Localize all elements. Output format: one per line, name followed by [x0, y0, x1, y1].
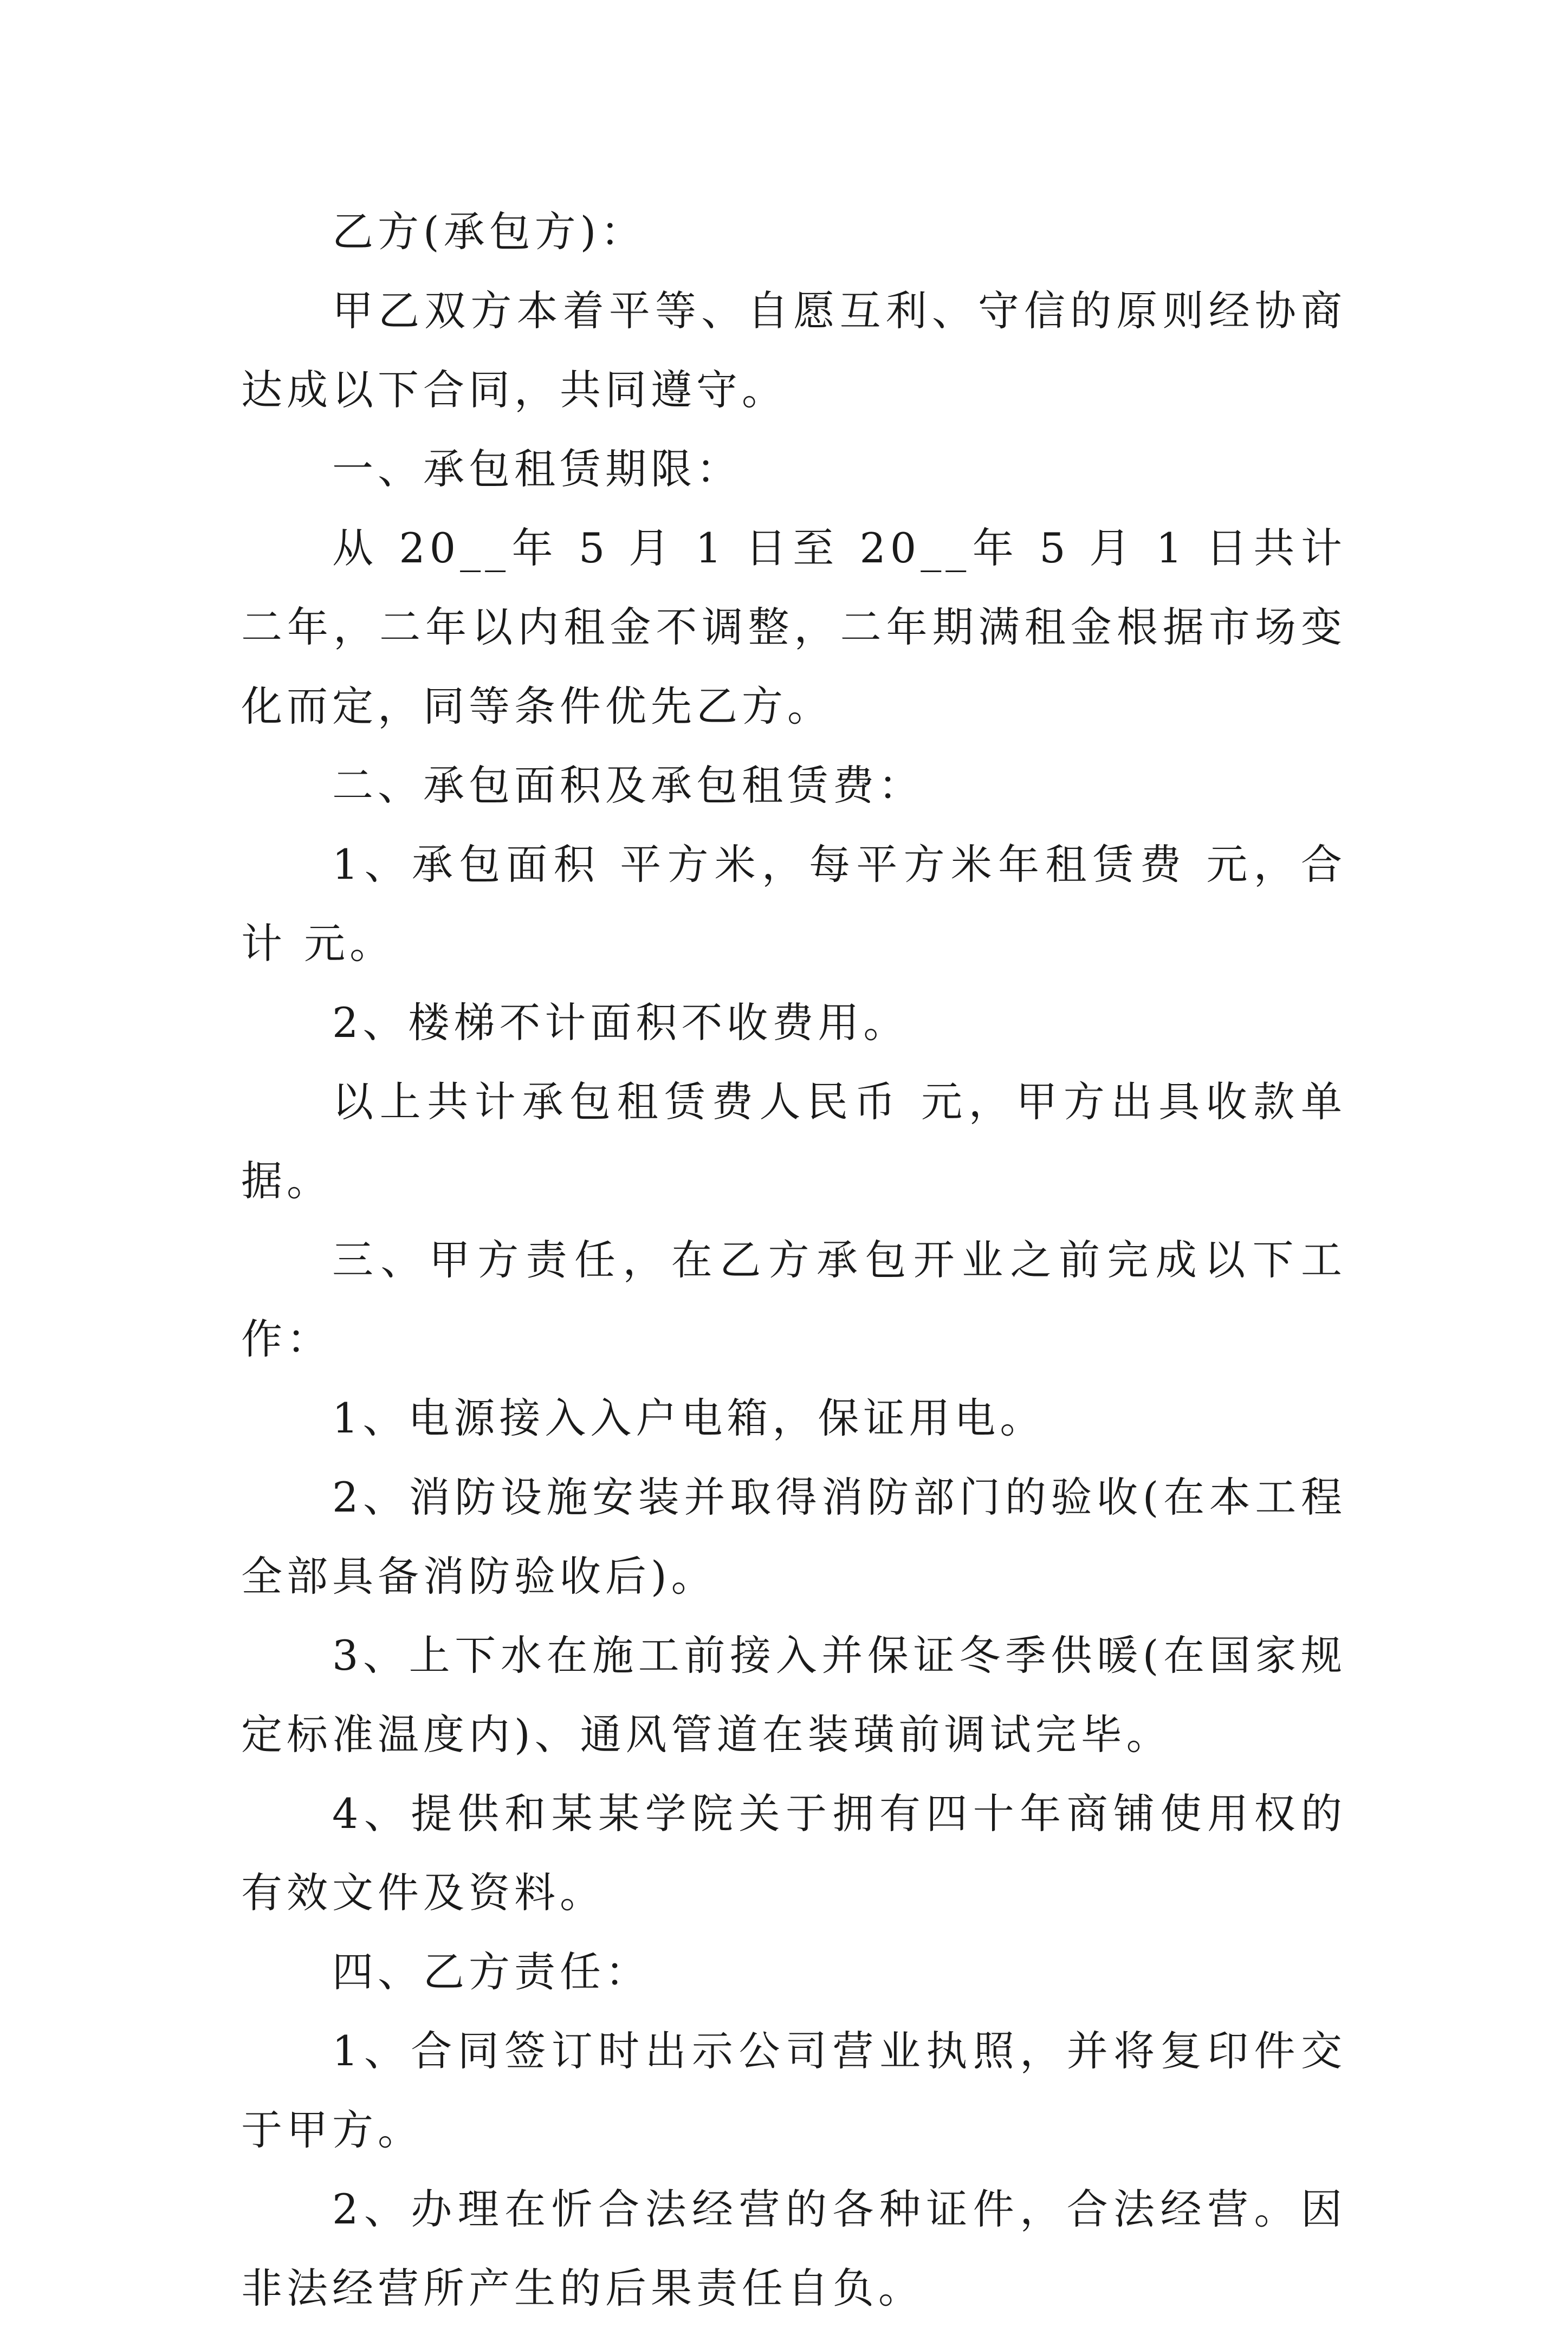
section-heading-term: 一、承包租赁期限：	[332, 445, 742, 493]
paragraph-water: 3、上下水在施工前接入并保证冬季供暖(在国家规定标准温度内)、通风管道在装璜前调试完毕。	[241, 1631, 1346, 1759]
paragraph-stairs: 2、楼梯不计面积不收费用。	[332, 998, 909, 1047]
contract-body	[241, 192, 1346, 2328]
section-heading-party-a-duties: 三、甲方责任，在乙方承包开业之前完成以下工作：	[241, 1236, 1346, 1363]
paragraph-total-fee: 以上共计承包租赁费人民币 元，甲方出具收款单据。	[241, 1078, 1346, 1205]
paragraph-license: 1、合同签订时出示公司营业执照，并将复印件交于甲方。	[241, 2027, 1346, 2154]
paragraph-term: 从 20__年 5 月 1 日至 20__年 5 月 1 日共计二年，二年以内租金不调整，二年期满租金根据市场变化而定，同等条件优先乙方。	[241, 524, 1346, 730]
paragraph-legal-operation: 2、办理在忻合法经营的各种证件，合法经营。因非法经营所产生的后果责任自负。	[241, 2185, 1346, 2312]
paragraph-fire: 2、消防设施安装并取得消防部门的验收(在本工程全部具备消防验收后)。	[241, 1473, 1346, 1600]
section-heading-party-b-duties: 四、乙方责任：	[332, 1948, 651, 1996]
paragraph-power: 1、电源接入入户电箱，保证用电。	[332, 1394, 1046, 1442]
section-heading-area-fee: 二、承包面积及承包租赁费：	[332, 761, 924, 809]
paragraph-documents: 4、提供和某某学院关于拥有四十年商铺使用权的有效文件及资料。	[241, 1789, 1346, 1917]
paragraph-area: 1、承包面积 平方米，每平方米年租赁费 元，合计 元。	[241, 840, 1346, 968]
paragraph-party-b: 乙方(承包方)：	[332, 207, 646, 256]
paragraph-preamble: 甲乙双方本着平等、自愿互利、守信的原则经协商达成以下合同，共同遵守。	[241, 287, 1346, 414]
